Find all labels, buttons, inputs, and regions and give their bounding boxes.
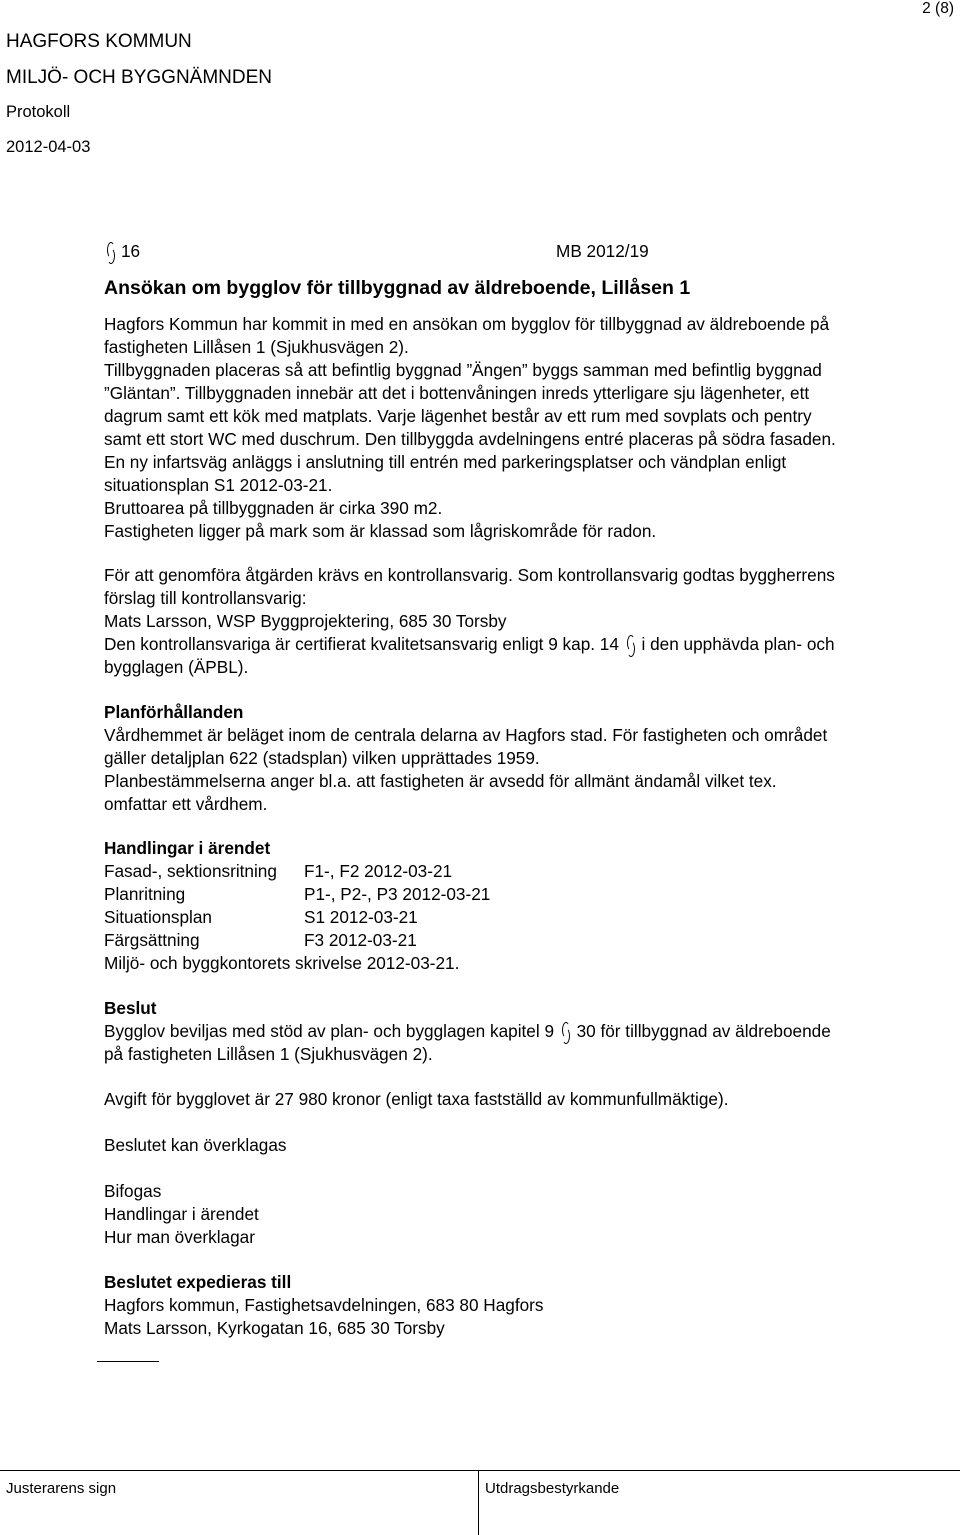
footer-left-label: Justerarens sign — [6, 1480, 117, 1497]
documents-heading: Handlingar i ärendet — [104, 838, 271, 858]
separator-line — [97, 1361, 159, 1362]
text-line: omfattar ett vårdhem. — [104, 794, 268, 814]
documents-extra: Miljö- och byggkontorets skrivelse 2012-03-21. — [104, 953, 460, 973]
document-ref: P1-, P2-, P3 2012-03-21 — [304, 884, 491, 904]
table-row — [104, 860, 490, 883]
text-line: Hagfors Kommun har kommit in med en ansökan om bygglov för tillbyggnad av äldreboende på — [104, 314, 830, 334]
page-number: 2 (8) — [922, 0, 954, 17]
plan-section — [104, 701, 954, 816]
text-line: samt ett stort WC med duschrum. Den tillbyggda avdelningens entré placeras på södra fasaden. — [104, 429, 836, 449]
text-line: Planbestämmelserna anger bl.a. att fastigheten är avsedd för allmänt ändamål vilket tex. — [104, 771, 777, 791]
text-line: gäller detaljplan 622 (stadsplan) vilken upprättades 1959. — [104, 748, 540, 768]
documents-table — [104, 860, 490, 952]
text-line: på fastigheten Lillåsen 1 (Sjukhusvägen 2). — [104, 1044, 433, 1064]
control-line4-end: i den upphävda plan- och — [636, 634, 835, 654]
document-ref: S1 2012-03-21 — [304, 907, 418, 927]
case-reference: MB 2012/19 — [556, 241, 649, 261]
attachments-heading: Bifogas — [104, 1181, 162, 1201]
section-sign-icon — [559, 1020, 572, 1043]
text-line: situationsplan S1 2012-03-21. — [104, 475, 333, 495]
text-line: Mats Larsson, WSP Byggprojektering, 685 30 Torsby — [104, 611, 507, 631]
item-number-line — [104, 240, 140, 263]
intro-text — [104, 313, 954, 543]
decision-line1-start: Bygglov beviljas med stöd av plan- och bygglagen kapitel 9 — [104, 1021, 555, 1041]
table-row — [104, 929, 490, 952]
decision-section — [104, 997, 954, 1066]
attachment-item: Hur man överklagar — [104, 1227, 255, 1247]
item-title: Ansökan om bygglov för tillbyggnad av äldreboende, Lillåsen 1 — [104, 277, 691, 299]
dispatch-item: Mats Larsson, Kyrkogatan 16, 685 30 Torsby — [104, 1318, 445, 1338]
document-name: Situationsplan — [104, 907, 212, 927]
text-line: För att genomföra åtgärden krävs en kontrollansvarig. Som kontrollansvarig godtas byggherrens — [104, 565, 835, 585]
text-line: En ny infartsväg anläggs i anslutning till entrén med parkeringsplatser och vändplan enligt — [104, 452, 787, 472]
text-line — [104, 633, 954, 656]
attachment-item: Handlingar i ärendet — [104, 1204, 259, 1224]
document-ref: F1-, F2 2012-03-21 — [304, 861, 453, 881]
table-row — [104, 906, 490, 929]
item-number: 16 — [121, 241, 141, 261]
control-line4-start: Den kontrollansvariga är certifierat kvalitetsansvarig enligt 9 kap. 14 — [104, 634, 619, 654]
text-line — [104, 1020, 954, 1043]
dispatch-item: Hagfors kommun, Fastighetsavdelningen, 683 80 Hagfors — [104, 1295, 544, 1315]
decision-fee: Avgift för bygglovet är 27 980 kronor (enligt taxa fastställd av kommunfullmäktige). — [104, 1089, 729, 1109]
plan-heading: Planförhållanden — [104, 702, 244, 722]
header-date: 2012-04-03 — [6, 138, 91, 156]
text-line: Vårdhemmet är beläget inom de centrala delarna av Hagfors stad. För fastigheten och området — [104, 725, 828, 745]
text-line: dagrum samt ett kök med matplats. Varje lägenhet består av ett rum med sovplats och pentry — [104, 406, 812, 426]
text-line: fastigheten Lillåsen 1 (Sjukhusvägen 2). — [104, 337, 409, 357]
footer-rule — [0, 1470, 960, 1471]
text-line: förslag till kontrollansvarig: — [104, 588, 307, 608]
footer-divider — [478, 1470, 479, 1535]
header-org: HAGFORS KOMMUN — [6, 31, 192, 52]
decision-appeal: Beslutet kan överklagas — [104, 1135, 287, 1155]
decision-line1-end: 30 för tillbyggnad av äldreboende — [571, 1021, 831, 1041]
document-ref: F3 2012-03-21 — [304, 930, 417, 950]
header-board: MILJÖ- OCH BYGGNÄMNDEN — [6, 67, 273, 88]
dispatch-heading: Beslutet expedieras till — [104, 1272, 292, 1292]
section-sign-icon — [624, 633, 637, 656]
header-doc-type: Protokoll — [6, 103, 71, 121]
document-name: Planritning — [104, 884, 186, 904]
text-line: ”Gläntan”. Tillbyggnaden innebär att det i bottenvåningen inreds ytterligare sju lägenheter, ett — [104, 383, 810, 403]
text-line: Tillbyggnaden placeras så att befintlig byggnad ”Ängen” byggs samman med befintlig byggnad — [104, 360, 822, 380]
dispatch-section — [104, 1271, 954, 1340]
document-name: Färgsättning — [104, 930, 200, 950]
control-text — [104, 564, 954, 679]
footer-right-label: Utdragsbestyrkande — [485, 1480, 620, 1497]
document-name: Fasad-, sektionsritning — [104, 861, 277, 881]
decision-heading: Beslut — [104, 998, 157, 1018]
attachments-section — [104, 1180, 954, 1249]
text-line: Bruttoarea på tillbyggnaden är cirka 390 m2. — [104, 498, 443, 518]
table-row — [104, 883, 490, 906]
section-sign-icon — [104, 240, 117, 263]
text-line: Fastigheten ligger på mark som är klassad som lågriskområde för radon. — [104, 521, 657, 541]
text-line: bygglagen (ÄPBL). — [104, 657, 249, 677]
